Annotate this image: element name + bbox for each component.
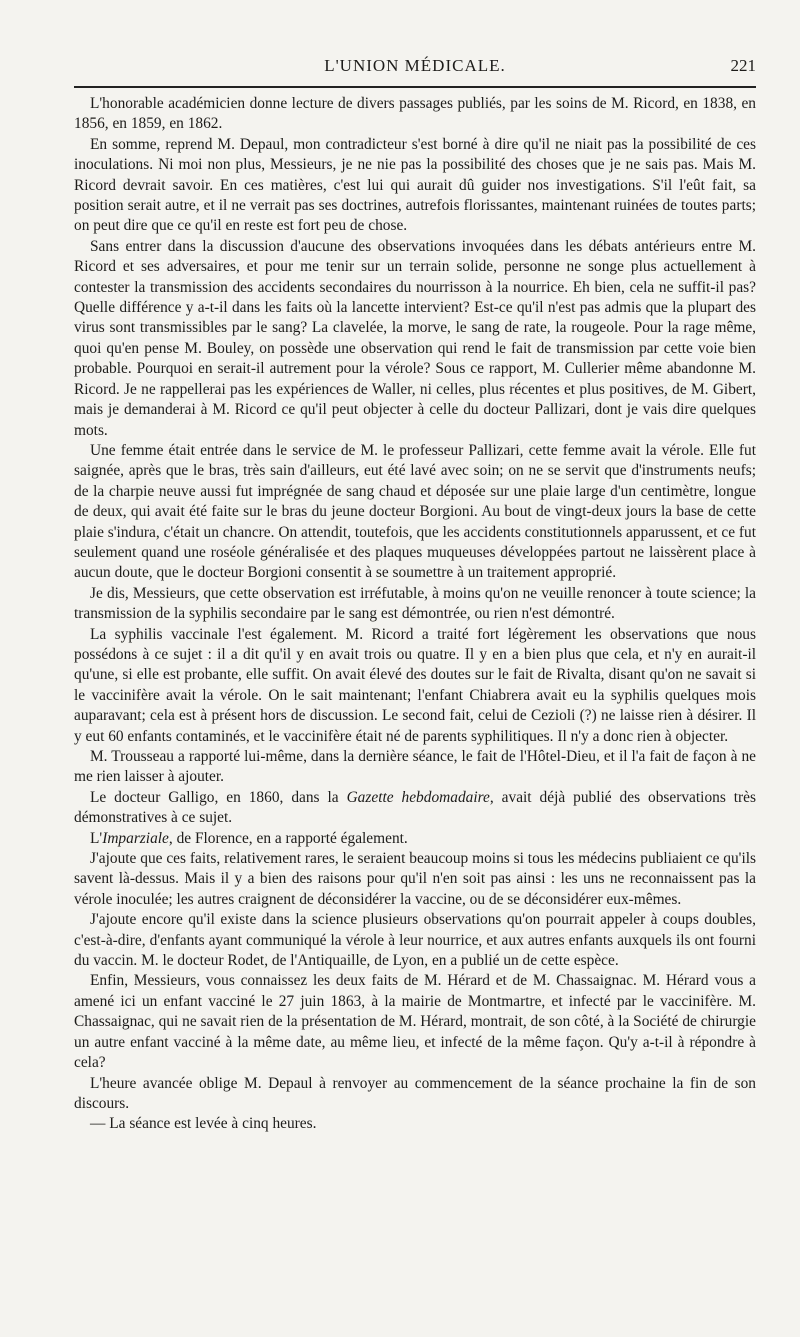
- running-head: [74, 48, 756, 80]
- header-rule: [74, 86, 756, 88]
- journal-name: Imparziale: [102, 829, 169, 847]
- paragraph: M. Trousseau a rapporté lui-même, dans la dernière séance, le fait de l'Hôtel-Dieu, et il l'a fait de façon à ne me rien laisser à ajouter.: [74, 748, 756, 786]
- paragraph: Une femme était entrée dans le service de M. le professeur Pallizari, cette femme avait la vérole. Elle fut saignée, après que le bras, très sain d'ailleurs, eut été lavé avec soin; on ne se servit que d'instruments neufs; de la charpie neuve aussi fut imprégnée de sang chaud et déposée sur une plaie large d'un centimètre, longue de deux, qui avait été faite sur le bras du jeune docteur Borgioni. Au bout de vingt-deux jours la base de cette plaie s'indura, c'était un chancre. On attendit, toutefois, que les accidents constitutionnels apparussent, et ce fut seulement quand une roséole généralisée et des plaques muqueuses développées partout ne laissèrent place à aucun doute, que le docteur Borgioni consentit à se soumettre à un traitement approprié.: [74, 441, 756, 582]
- page-number: 221: [730, 56, 756, 75]
- paragraph: Enfin, Messieurs, vous connaissez les deux faits de M. Hérard et de M. Chassaignac. M. Hérard vous a amené ici un enfant vacciné le 27 juin 1863, à la mairie de Montmartre, et infecté par le vaccinifère. M. Chassaignac, qui ne savait rien de la présentation de M. Hérard, montrait, de son côté, à la Société de chirurgie un autre enfant vacciné à la même date, au même lieu, et infecté de la même façon. Qu'y a-t-il à répondre à cela?: [74, 972, 756, 1072]
- text-run: L': [90, 829, 103, 847]
- paragraph: Sans entrer dans la discussion d'aucune des observations invoquées dans les débats antérieurs entre M. Ricord et ses adversaires, et pour me tenir sur un terrain solide, personne ne songe plus actuellement à contester la transmission des accidents secondaires du nourrisson à la nourrice. Eh bien, cela ne suffit-il pas? Quelle différence y a-t-il dans les faits où la lancette intervient? Est-ce qu'il n'est pas admis que la plupart des virus sont transmissibles par le sang? La clavelée, la morve, le sang de rate, la rougeole. Pour la rage même, quoi qu'en pense M. Bouley, on possède une observation qui rend le fait de transmission par cette voie bien probable. Pourquoi en serait-il autrement pour la vérole? Sous ce rapport, M. Cullerier même abandonne M. Ricord. Je ne rappellerai pas les expériences de Waller, ni celles, plus récentes et plus positives, de M. Gibert, mais je demanderai à M. Ricord ce qu'il peut objecter à celle du docteur Pallizari, dont je vais dire quelques mots.: [74, 237, 756, 439]
- paragraph-imparziale: [74, 829, 756, 849]
- paragraph-galligo: [74, 788, 756, 829]
- paragraph: J'ajoute que ces faits, relativement rares, le seraient beaucoup moins si tous les médecins publiaient ce qu'ils savent là-dessus. Mais il y a bien des raisons pour qu'il n'en soit pas ainsi : les uns ne reconnaissent pas la vérole inoculée; les autres craignent de déconsidérer la vaccine, ou de se déconsidérer eux-mêmes.: [74, 850, 756, 908]
- paragraph: L'honorable académicien donne lecture de divers passages publiés, par les soins de M. Ricord, en 1838, en 1856, en 1859, en 1862.: [74, 95, 756, 133]
- paragraph: L'heure avancée oblige M. Depaul à renvoyer au commencement de la séance prochaine la fin de son discours.: [74, 1074, 756, 1112]
- text-run: , de Florence, en a rapporté également.: [168, 829, 408, 847]
- paragraph: J'ajoute encore qu'il existe dans la science plusieurs observations qu'on pourrait appeler à coups doubles, c'est-à-dire, d'enfants ayant communiqué la vérole à leur nourrice, et aux autres enfants auxquels ils ont fourni du vaccin. M. le docteur Rodet, de l'Antiquaille, de Lyon, en a publié un de cette espèce.: [74, 911, 756, 970]
- paragraph: La syphilis vaccinale l'est également. M. Ricord a traité fort légèrement les observations que nous possédons à ce sujet : il a dit qu'il y en avait trois ou quatre. Il y en a bien plus que cela, et n'y en aurait-il qu'une, si elle est probante, elle suffit. On avait élevé des doutes sur le fait de Rivalta, disant qu'on ne savait si le vaccinifère avait la vérole. On le sait maintenant; l'enfant Chiabrera avait eu la syphilis quelques mois auparavant; cela est à présent hors de discussion. Le second fait, celui de Cezioli (?) ne laisse rien à désirer. Il y eut 60 enfants contaminés, et le vaccinifère était né de parents syphilitiques. Il n'y a donc rien à objecter.: [74, 625, 756, 745]
- text-run: Le docteur Galligo, en 1860, dans la: [90, 788, 347, 806]
- closing-line: — La séance est levée à cinq heures.: [90, 1115, 317, 1133]
- journal-name: Gazette hebdomadaire: [346, 788, 490, 806]
- paragraph: En somme, reprend M. Depaul, mon contradicteur s'est borné à dire qu'il ne niait pas la possibilité de ces inoculations. Ni moi non plus, Messieurs, je ne nie pas la possibilité des choses que je ne sais pas. Mais M. Ricord devrait savoir. En ces matières, c'est lui qui aurait dû guider nos investigations. S'il l'eût fait, sa position serait autre, et il ne verrait pas ses doctrines, autrefois florissantes, maintenant ruinées de toutes parts; on peut dire que ce qu'il en reste est fort peu de chose.: [74, 135, 756, 235]
- text-run: , avait déjà publié des observations très démonstratives à ce sujet.: [74, 788, 756, 827]
- article-body: [74, 94, 756, 1135]
- journal-title: L'UNION MÉDICALE.: [324, 56, 506, 75]
- paragraph: Je dis, Messieurs, que cette observation est irréfutable, à moins qu'on ne veuille renoncer à toute science; la transmission de la syphilis secondaire par le sang est démontrée, ou rien n'est démontré.: [74, 584, 756, 623]
